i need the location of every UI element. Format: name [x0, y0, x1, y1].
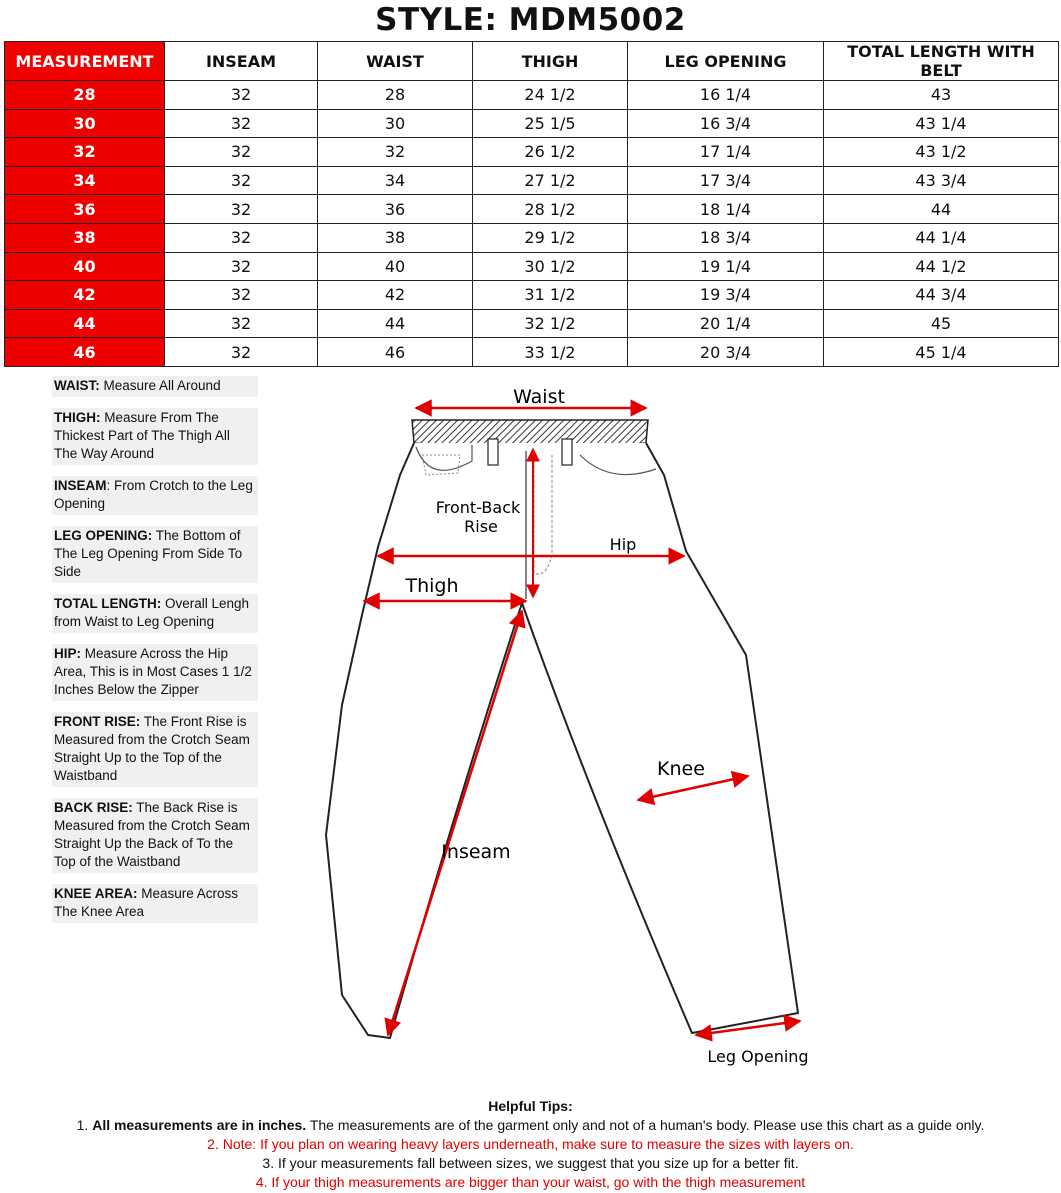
thigh-label: Thigh — [405, 575, 459, 597]
cell-measurement: 36 — [5, 195, 165, 224]
cell-inseam: 32 — [165, 138, 318, 167]
cell-total-length: 43 — [824, 81, 1059, 110]
cell-total-length: 44 1/4 — [824, 223, 1059, 252]
tip-3: 3. If your measurements fall between sizes, we suggest that you size up for a better fit. — [262, 1155, 799, 1171]
cell-inseam: 32 — [165, 109, 318, 138]
legend-item — [52, 526, 258, 583]
header-total-length: TOTAL LENGTH WITH BELT — [824, 42, 1059, 81]
cell-thigh: 25 1/5 — [473, 109, 628, 138]
cell-leg-opening: 18 1/4 — [628, 195, 824, 224]
knee-label: Knee — [657, 758, 705, 780]
tip-1-bold: All measurements are in inches. — [92, 1117, 307, 1133]
legend-term: BACK RISE: — [54, 800, 133, 815]
cell-waist: 38 — [318, 223, 473, 252]
table-row — [5, 109, 1059, 138]
header-waist: WAIST — [318, 42, 473, 81]
cell-thigh: 27 1/2 — [473, 166, 628, 195]
legend-desc: Measure All Around — [99, 378, 221, 393]
cell-inseam: 32 — [165, 252, 318, 281]
legend-item — [52, 884, 258, 923]
cell-thigh: 28 1/2 — [473, 195, 628, 224]
pants-diagram — [290, 375, 850, 1075]
cell-waist: 36 — [318, 195, 473, 224]
cell-measurement: 32 — [5, 138, 165, 167]
header-measurement: MEASUREMENT — [5, 42, 165, 81]
cell-total-length: 43 1/2 — [824, 138, 1059, 167]
legend-term: INSEAM — [54, 478, 107, 493]
legend-item — [52, 376, 258, 397]
legend-desc: Measure From The Thickest Part of The Thigh All The Way Around — [54, 410, 230, 461]
tip-1 — [0, 1116, 1061, 1135]
table-row — [5, 138, 1059, 167]
helpful-tips — [0, 1097, 1061, 1192]
tips-heading: Helpful Tips: — [488, 1098, 573, 1114]
table-header-row — [5, 42, 1059, 81]
cell-inseam: 32 — [165, 195, 318, 224]
table-row — [5, 166, 1059, 195]
cell-waist: 46 — [318, 338, 473, 367]
waist-label: Waist — [513, 386, 565, 408]
cell-inseam: 32 — [165, 281, 318, 310]
cell-leg-opening: 16 1/4 — [628, 81, 824, 110]
legend-term: FRONT RISE: — [54, 714, 141, 729]
legend-item — [52, 798, 258, 873]
table-row — [5, 309, 1059, 338]
legend-term: HIP: — [54, 646, 81, 661]
cell-thigh: 29 1/2 — [473, 223, 628, 252]
cell-waist: 44 — [318, 309, 473, 338]
leg-opening-label: Leg Opening — [707, 1047, 809, 1066]
legend-desc: The Bottom of The Leg Opening From Side To Side — [54, 528, 243, 579]
cell-waist: 34 — [318, 166, 473, 195]
table-row — [5, 223, 1059, 252]
tip-2: 2. Note: If you plan on wearing heavy layers underneath, make sure to measure the sizes with layers on. — [207, 1136, 854, 1152]
front-back-label: Front-Back — [435, 498, 521, 517]
cell-waist: 42 — [318, 281, 473, 310]
belt-loop — [562, 439, 572, 465]
size-chart-table — [4, 41, 1059, 367]
legend-term: LEG OPENING: — [54, 528, 153, 543]
header-thigh: THIGH — [473, 42, 628, 81]
cell-waist: 32 — [318, 138, 473, 167]
legend-desc: Measure Across the Hip Area, This is in Most Cases 1 1/2 Inches Below the Zipper — [54, 646, 252, 697]
cell-measurement: 40 — [5, 252, 165, 281]
cell-measurement: 46 — [5, 338, 165, 367]
cell-measurement: 30 — [5, 109, 165, 138]
cell-total-length: 43 3/4 — [824, 166, 1059, 195]
cell-waist: 28 — [318, 81, 473, 110]
tip-1-prefix: 1. — [76, 1117, 93, 1133]
cell-leg-opening: 16 3/4 — [628, 109, 824, 138]
legend-desc: : From Crotch to the Leg Opening — [54, 478, 253, 511]
cell-measurement: 28 — [5, 81, 165, 110]
cell-total-length: 44 1/2 — [824, 252, 1059, 281]
cell-thigh: 26 1/2 — [473, 138, 628, 167]
legend-desc: Overall Lengh from Waist to Leg Opening — [54, 596, 250, 629]
tip-1-rest: The measurements are of the garment only and not of a human's body. Please use this chart as a guide only. — [306, 1117, 985, 1133]
legend-term: WAIST: — [54, 378, 100, 393]
legend-desc: The Back Rise is Measured from the Crotch Seam Straight Up the Back of To the Top of the Waistband — [54, 800, 250, 869]
hip-label: Hip — [609, 535, 637, 554]
cell-thigh: 33 1/2 — [473, 338, 628, 367]
inseam-label: Inseam — [441, 841, 511, 863]
measurement-legend — [52, 376, 258, 934]
cell-total-length: 44 3/4 — [824, 281, 1059, 310]
legend-item — [52, 476, 258, 515]
table-row — [5, 252, 1059, 281]
cell-thigh: 31 1/2 — [473, 281, 628, 310]
cell-thigh: 24 1/2 — [473, 81, 628, 110]
cell-leg-opening: 20 1/4 — [628, 309, 824, 338]
table-row — [5, 81, 1059, 110]
cell-inseam: 32 — [165, 309, 318, 338]
tip-4: 4. If your thigh measurements are bigger than your waist, go with the thigh measurement — [255, 1174, 806, 1190]
cell-thigh: 32 1/2 — [473, 309, 628, 338]
cell-total-length: 44 — [824, 195, 1059, 224]
cell-inseam: 32 — [165, 166, 318, 195]
cell-waist: 30 — [318, 109, 473, 138]
cell-leg-opening: 19 3/4 — [628, 281, 824, 310]
table-row — [5, 338, 1059, 367]
table-row — [5, 195, 1059, 224]
cell-measurement: 34 — [5, 166, 165, 195]
cell-measurement: 44 — [5, 309, 165, 338]
legend-term: TOTAL LENGTH: — [54, 596, 162, 611]
table-row — [5, 281, 1059, 310]
cell-leg-opening: 17 1/4 — [628, 138, 824, 167]
cell-measurement: 42 — [5, 281, 165, 310]
cell-inseam: 32 — [165, 81, 318, 110]
legend-item — [52, 712, 258, 787]
header-leg-opening: LEG OPENING — [628, 42, 824, 81]
belt-loop — [488, 439, 498, 465]
header-inseam: INSEAM — [165, 42, 318, 81]
page-title: STYLE: MDM5002 — [375, 2, 686, 38]
cell-leg-opening: 19 1/4 — [628, 252, 824, 281]
cell-total-length: 45 — [824, 309, 1059, 338]
legend-term: KNEE AREA: — [54, 886, 138, 901]
legend-item — [52, 644, 258, 701]
cell-waist: 40 — [318, 252, 473, 281]
pants-outline — [326, 443, 798, 1038]
rise-label: Rise — [464, 517, 498, 536]
cell-thigh: 30 1/2 — [473, 252, 628, 281]
legend-item — [52, 594, 258, 633]
cell-leg-opening: 18 3/4 — [628, 223, 824, 252]
cell-inseam: 32 — [165, 338, 318, 367]
cell-measurement: 38 — [5, 223, 165, 252]
legend-item — [52, 408, 258, 465]
legend-term: THIGH: — [54, 410, 101, 425]
legend-desc: The Front Rise is Measured from the Crotch Seam Straight Up to the Top of the Waistband — [54, 714, 250, 783]
cell-leg-opening: 17 3/4 — [628, 166, 824, 195]
cell-total-length: 45 1/4 — [824, 338, 1059, 367]
cell-total-length: 43 1/4 — [824, 109, 1059, 138]
cell-leg-opening: 20 3/4 — [628, 338, 824, 367]
cell-inseam: 32 — [165, 223, 318, 252]
legend-desc: Measure Across The Knee Area — [54, 886, 239, 919]
